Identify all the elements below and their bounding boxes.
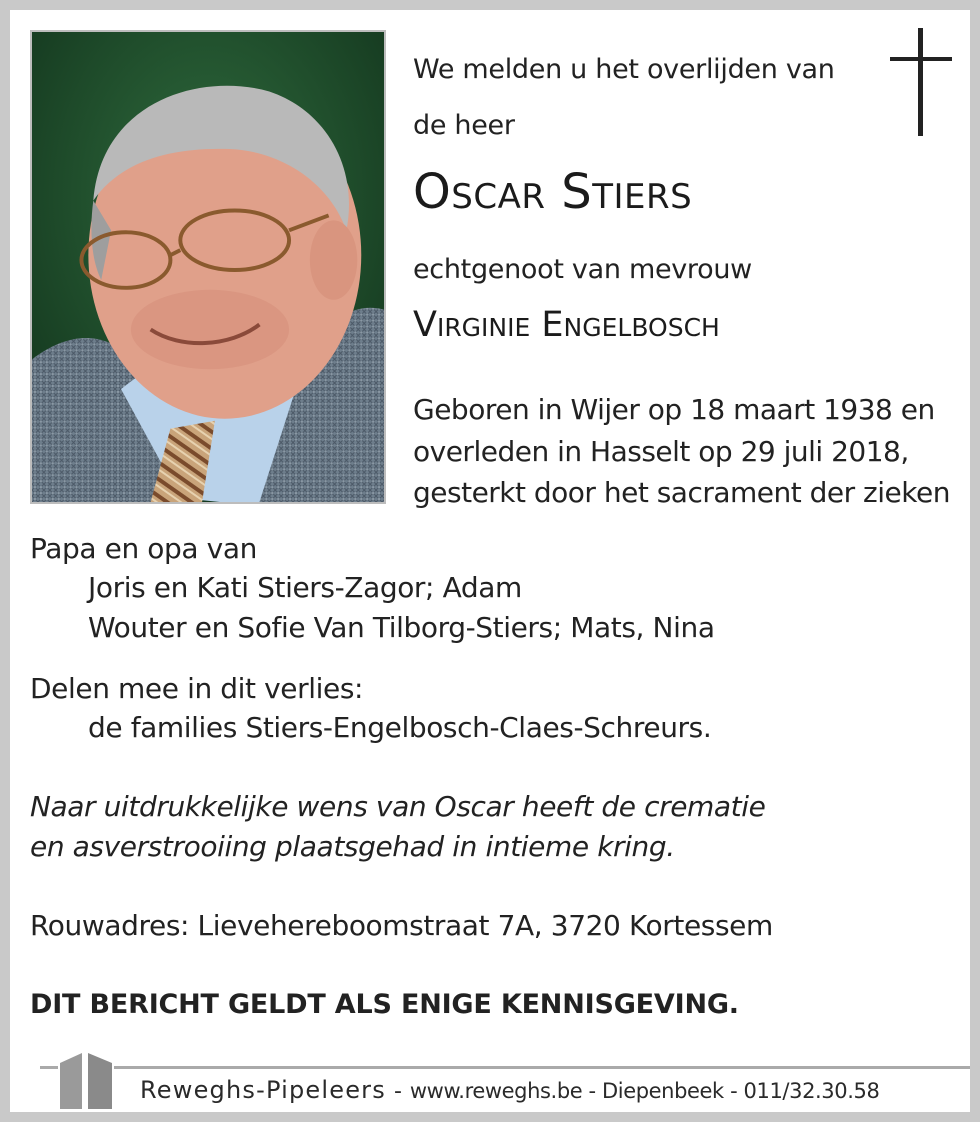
mourning-address: Rouwadres: Lievehereboomstraat 7A, 3720 Kortessem — [30, 909, 773, 942]
funeral-home-details: www.reweghs.be - Diepenbeek - 011/32.30.58 — [409, 1079, 880, 1103]
mourners-heading: Delen mee in dit verlies: — [30, 672, 364, 705]
birth-line-2: overleden in Hasselt op 29 juli 2018, — [413, 435, 909, 468]
wish-line-1: Naar uitdrukkelijke wens van Oscar heeft de crematie — [30, 790, 766, 823]
birth-line-3: gesterkt door het sacrament der zieken — [413, 476, 950, 509]
deceased-name: Oscar Stiers — [413, 164, 693, 220]
portrait-image — [32, 32, 384, 502]
closing-statement: DIT BERICHT GELDT ALS ENIGE KENNISGEVING. — [30, 989, 739, 1020]
intro-line-1: We melden u het overlijden van — [413, 54, 835, 85]
intro-line-2: de heer — [413, 110, 515, 141]
birth-line-1: Geboren in Wijer op 18 maart 1938 en — [413, 393, 935, 426]
wish-line-2: en asverstrooiing plaatsgehad in intieme kring. — [30, 830, 675, 863]
spouse-intro: echtgenoot van mevrouw — [413, 254, 752, 285]
family-member: Joris en Kati Stiers-Zagor; Adam — [88, 571, 522, 604]
footer-divider — [40, 1066, 970, 1069]
funeral-home-logo-icon — [58, 1053, 114, 1109]
cross-icon — [890, 28, 952, 136]
family-member: Wouter en Sofie Van Tilborg-Stiers; Mats, Nina — [88, 611, 715, 644]
portrait-photo — [30, 30, 386, 504]
footer-credit — [140, 1072, 879, 1108]
funeral-home-name: Reweghs-Pipeleers — [140, 1076, 386, 1104]
spouse-name: Virginie Engelbosch — [413, 305, 720, 345]
mourners-line: de families Stiers-Engelbosch-Claes-Schreurs. — [88, 711, 712, 744]
family-heading: Papa en opa van — [30, 532, 257, 565]
footer-separator: - — [393, 1079, 402, 1104]
